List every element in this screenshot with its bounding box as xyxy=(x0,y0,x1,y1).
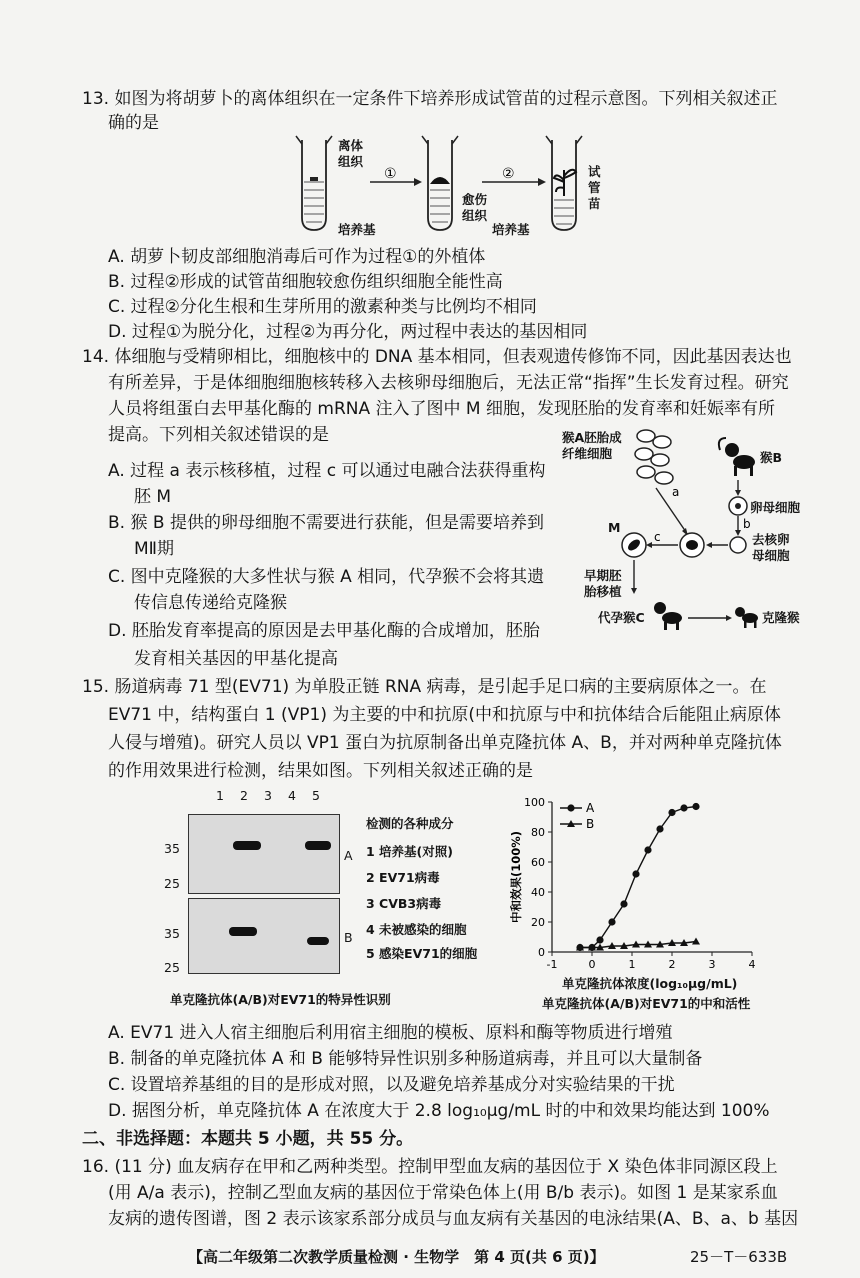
q14-oocyte-label: 卵母细胞 xyxy=(750,500,801,515)
section-2-heading: 二、非选择题：本题共 5 小题，共 55 分。 xyxy=(82,1129,414,1149)
q13-medium-label-1: 培养基 xyxy=(338,222,376,237)
chart-caption: 单克隆抗体(A/B)对EV71的中和活性 xyxy=(542,996,751,1011)
q14-option-c-cont: 传信息传递给克隆猴 xyxy=(134,593,287,613)
q15-stem-line-1: 15. 肠道病毒 71 型(EV71) 为单股正链 RNA 病毒，是引起手足口病的主要病原体之一。在 xyxy=(82,677,767,697)
chart-x-tick-label: 2 xyxy=(668,958,676,971)
blot-mw-25-a: 25 xyxy=(164,876,180,891)
series-A-point xyxy=(668,809,675,816)
legend-B-label: B xyxy=(586,817,595,831)
chart-x-tick-label: -1 xyxy=(546,958,558,971)
blot-mw-25-b: 25 xyxy=(164,960,180,975)
blot-legend-title: 检测的各种成分 xyxy=(366,816,454,831)
blot-legend-3: 3 CVB3病毒 xyxy=(366,896,442,911)
blot-legend-2: 2 EV71病毒 xyxy=(366,870,440,885)
q14-stem-line-1: 14. 体细胞与受精卵相比，细胞核中的 DNA 基本相同，但表观遗传修饰不同，因此基因表达也 xyxy=(82,347,792,367)
series-A-point xyxy=(608,918,615,925)
q13-option-c: C. 过程②分化生根和生芽所用的激素种类与比例均不相同 xyxy=(108,297,537,317)
blot-panel-b-label: B xyxy=(344,930,353,945)
q15-option-a: A. EV71 进入人宿主细胞后利用宿主细胞的模板、原料和酶等物质进行增殖 xyxy=(108,1023,673,1043)
blot-panel-a xyxy=(188,814,340,894)
chart-y-tick-label: 100 xyxy=(524,796,545,809)
q13-stem-line-2: 确的是 xyxy=(108,113,159,133)
blot-lane-4: 4 xyxy=(288,788,296,803)
q14-option-a-cont: 胚 M xyxy=(134,487,172,507)
q14-enucleated-label-2: 母细胞 xyxy=(752,548,790,563)
q15-option-c: C. 设置培养基组的目的是形成对照，以及避免培养基成分对实验结果的干扰 xyxy=(108,1075,675,1095)
q13-plantlet-label-1: 试 xyxy=(588,164,601,179)
q15-stem-line-2: EV71 中，结构蛋白 1 (VP1) 为主要的中和抗原(中和抗原与中和抗体结合后能阻止病原体 xyxy=(108,705,782,725)
q15-stem-line-4: 的作用效果进行检测，结果如图。下列相关叙述正确的是 xyxy=(108,761,533,781)
page-footer: 【高二年级第二次教学质量检测 · 生物学 第 4 页(共 6 页)】 xyxy=(188,1248,605,1266)
chart-y-tick-label: 20 xyxy=(531,916,545,929)
q13-option-a: A. 胡萝卜韧皮部细胞消毒后可作为过程①的外植体 xyxy=(108,247,486,267)
q14-option-d-cont: 发育相关基因的甲基化提高 xyxy=(134,649,338,669)
blot-caption: 单克隆抗体(A/B)对EV71的特异性识别 xyxy=(170,992,391,1007)
q14-option-a: A. 过程 a 表示核移植，过程 c 可以通过电融合法获得重构 xyxy=(108,461,546,481)
chart-x-tick-label: 4 xyxy=(748,958,756,971)
q14-arrow-a-label: a xyxy=(672,485,680,499)
series-A-point xyxy=(632,870,639,877)
q15-stem-line-3: 人侵与增殖)。研究人员以 VP1 蛋白为抗原制备出单克隆抗体 A、B，并对两种单克隆抗体 xyxy=(108,733,782,753)
q13-plantlet-label-2: 管 xyxy=(588,180,601,195)
q14-option-d: D. 胚胎发育率提高的原因是去甲基化酶的合成增加，胚胎 xyxy=(108,621,540,641)
chart-x-axis-label: 单克隆抗体浓度(log₁₀μg/mL) xyxy=(562,976,738,991)
q14-surrogate-label: 代孕猴C xyxy=(598,610,645,625)
q14-stem-line-2: 有所差异，于是体细胞细胞核转移入去核卵母细胞后，无法正常“指挥”生长发育过程。研究 xyxy=(108,373,789,393)
q13-step-2: ② xyxy=(502,166,515,182)
blot-b-band-lane-5 xyxy=(307,937,329,945)
neutralization-chart-svg xyxy=(506,790,786,980)
blot-a-band-lane-2 xyxy=(233,841,261,850)
page-code: 25－T－633B xyxy=(690,1248,788,1266)
q14-option-b-cont: MⅡ期 xyxy=(134,539,175,559)
series-B-point xyxy=(692,938,700,945)
blot-panel-b xyxy=(188,898,340,974)
chart-x-tick-label: 3 xyxy=(708,958,716,971)
blot-mw-35-b: 35 xyxy=(164,926,180,941)
q13-plantlet-label-3: 苗 xyxy=(588,196,601,211)
q15-blot-figure xyxy=(160,786,500,1016)
q13-callus-label-1: 愈伤 xyxy=(462,192,488,207)
q14-transfer-label-2: 胎移植 xyxy=(584,584,622,599)
blot-legend-4: 4 未被感染的细胞 xyxy=(366,922,467,937)
q14-embryo-m-label: M xyxy=(608,520,621,535)
q15-option-d: D. 据图分析，单克隆抗体 A 在浓度大于 2.8 log₁₀μg/mL 时的中和效果均能达到 100% xyxy=(108,1101,770,1121)
q15-neutralization-chart xyxy=(506,790,786,1016)
series-A-point xyxy=(692,803,699,810)
series-A-line xyxy=(580,807,696,948)
q13-tissue-culture-figure xyxy=(290,130,620,240)
series-A-point xyxy=(596,936,603,943)
chart-y-tick-label: 0 xyxy=(538,946,545,959)
q14-monkey-a-label-1: 猴A胚胎成 xyxy=(562,430,622,445)
blot-lane-1: 1 xyxy=(216,788,224,803)
chart-y-tick-label: 60 xyxy=(531,856,545,869)
chart-x-tick-label: 1 xyxy=(628,958,636,971)
q14-monkey-a-label-2: 纤维细胞 xyxy=(562,446,613,461)
blot-lane-5: 5 xyxy=(312,788,320,803)
q14-cloning-figure xyxy=(560,428,810,638)
q14-transfer-label-1: 早期胚 xyxy=(584,568,622,583)
q13-explant-label-1: 离体 xyxy=(338,138,364,153)
series-A-point xyxy=(656,825,663,832)
q14-option-c: C. 图中克隆猴的大多性状与猴 A 相同，代孕猴不会将其遗 xyxy=(108,567,545,587)
q14-stem-line-4: 提高。下列相关叙述错误的是 xyxy=(108,425,329,445)
blot-legend-1: 1 培养基(对照) xyxy=(366,844,453,859)
blot-a-band-lane-5 xyxy=(305,841,331,850)
q14-enucleated-label-1: 去核卵 xyxy=(752,532,790,547)
q13-option-b: B. 过程②形成的试管苗细胞较愈伤组织细胞全能性高 xyxy=(108,272,503,292)
chart-y-axis-label: 中和效果(100%) xyxy=(509,830,523,924)
q13-step-1: ① xyxy=(384,166,397,182)
series-A-point xyxy=(644,846,651,853)
blot-panel-a-label: A xyxy=(344,848,353,863)
q14-clone-label: 克隆猴 xyxy=(762,610,800,625)
q16-stem-line-2: (用 A/a 表示)，控制乙型血友病的基因位于常染色体上(用 B/b 表示)。如图 1 是某家系血 xyxy=(108,1183,778,1203)
q14-option-b: B. 猴 B 提供的卵母细胞不需要进行获能，但是需要培养到 xyxy=(108,513,544,533)
series-A-point xyxy=(620,900,627,907)
q14-stem-line-3: 人员将组蛋白去甲基化酶的 mRNA 注入了图中 M 细胞，发现胚胎的发育率和妊娠率有所 xyxy=(108,399,775,419)
q13-medium-label-2: 培养基 xyxy=(492,222,530,237)
series-A-point xyxy=(680,804,687,811)
legend-A-marker xyxy=(567,804,574,811)
q14-monkey-b-label: 猴B xyxy=(760,450,783,465)
blot-b-band-lane-2 xyxy=(229,927,257,936)
q13-explant-label-2: 组织 xyxy=(338,154,364,169)
chart-y-tick-label: 80 xyxy=(531,826,545,839)
q13-callus-label-2: 组织 xyxy=(462,208,488,223)
blot-mw-35-a: 35 xyxy=(164,841,180,856)
q14-arrow-b-label: b xyxy=(743,517,751,531)
q15-option-b: B. 制备的单克隆抗体 A 和 B 能够特异性识别多种肠道病毒，并且可以大量制备 xyxy=(108,1049,703,1069)
chart-x-tick-label: 0 xyxy=(588,958,596,971)
blot-lane-2: 2 xyxy=(240,788,248,803)
blot-lane-3: 3 xyxy=(264,788,272,803)
legend-A-label: A xyxy=(586,801,595,815)
blot-legend-5: 5 感染EV71的细胞 xyxy=(366,946,478,961)
q13-stem-line-1: 13. 如图为将胡萝卜的离体组织在一定条件下培养形成试管苗的过程示意图。下列相关叙述正 xyxy=(82,89,778,109)
q13-option-d: D. 过程①为脱分化，过程②为再分化，两过程中表达的基因相同 xyxy=(108,322,588,342)
q16-stem-line-3: 友病的遗传图谱，图 2 表示该家系部分成员与血友病有关基因的电泳结果(A、B、a、b 基因 xyxy=(108,1209,799,1229)
q16-stem-line-1: 16. (11 分) 血友病存在甲和乙两种类型。控制甲型血友病的基因位于 X 染色体非同源区段上 xyxy=(82,1157,778,1177)
q14-arrow-c-label: c xyxy=(654,530,661,544)
chart-y-tick-label: 40 xyxy=(531,886,545,899)
